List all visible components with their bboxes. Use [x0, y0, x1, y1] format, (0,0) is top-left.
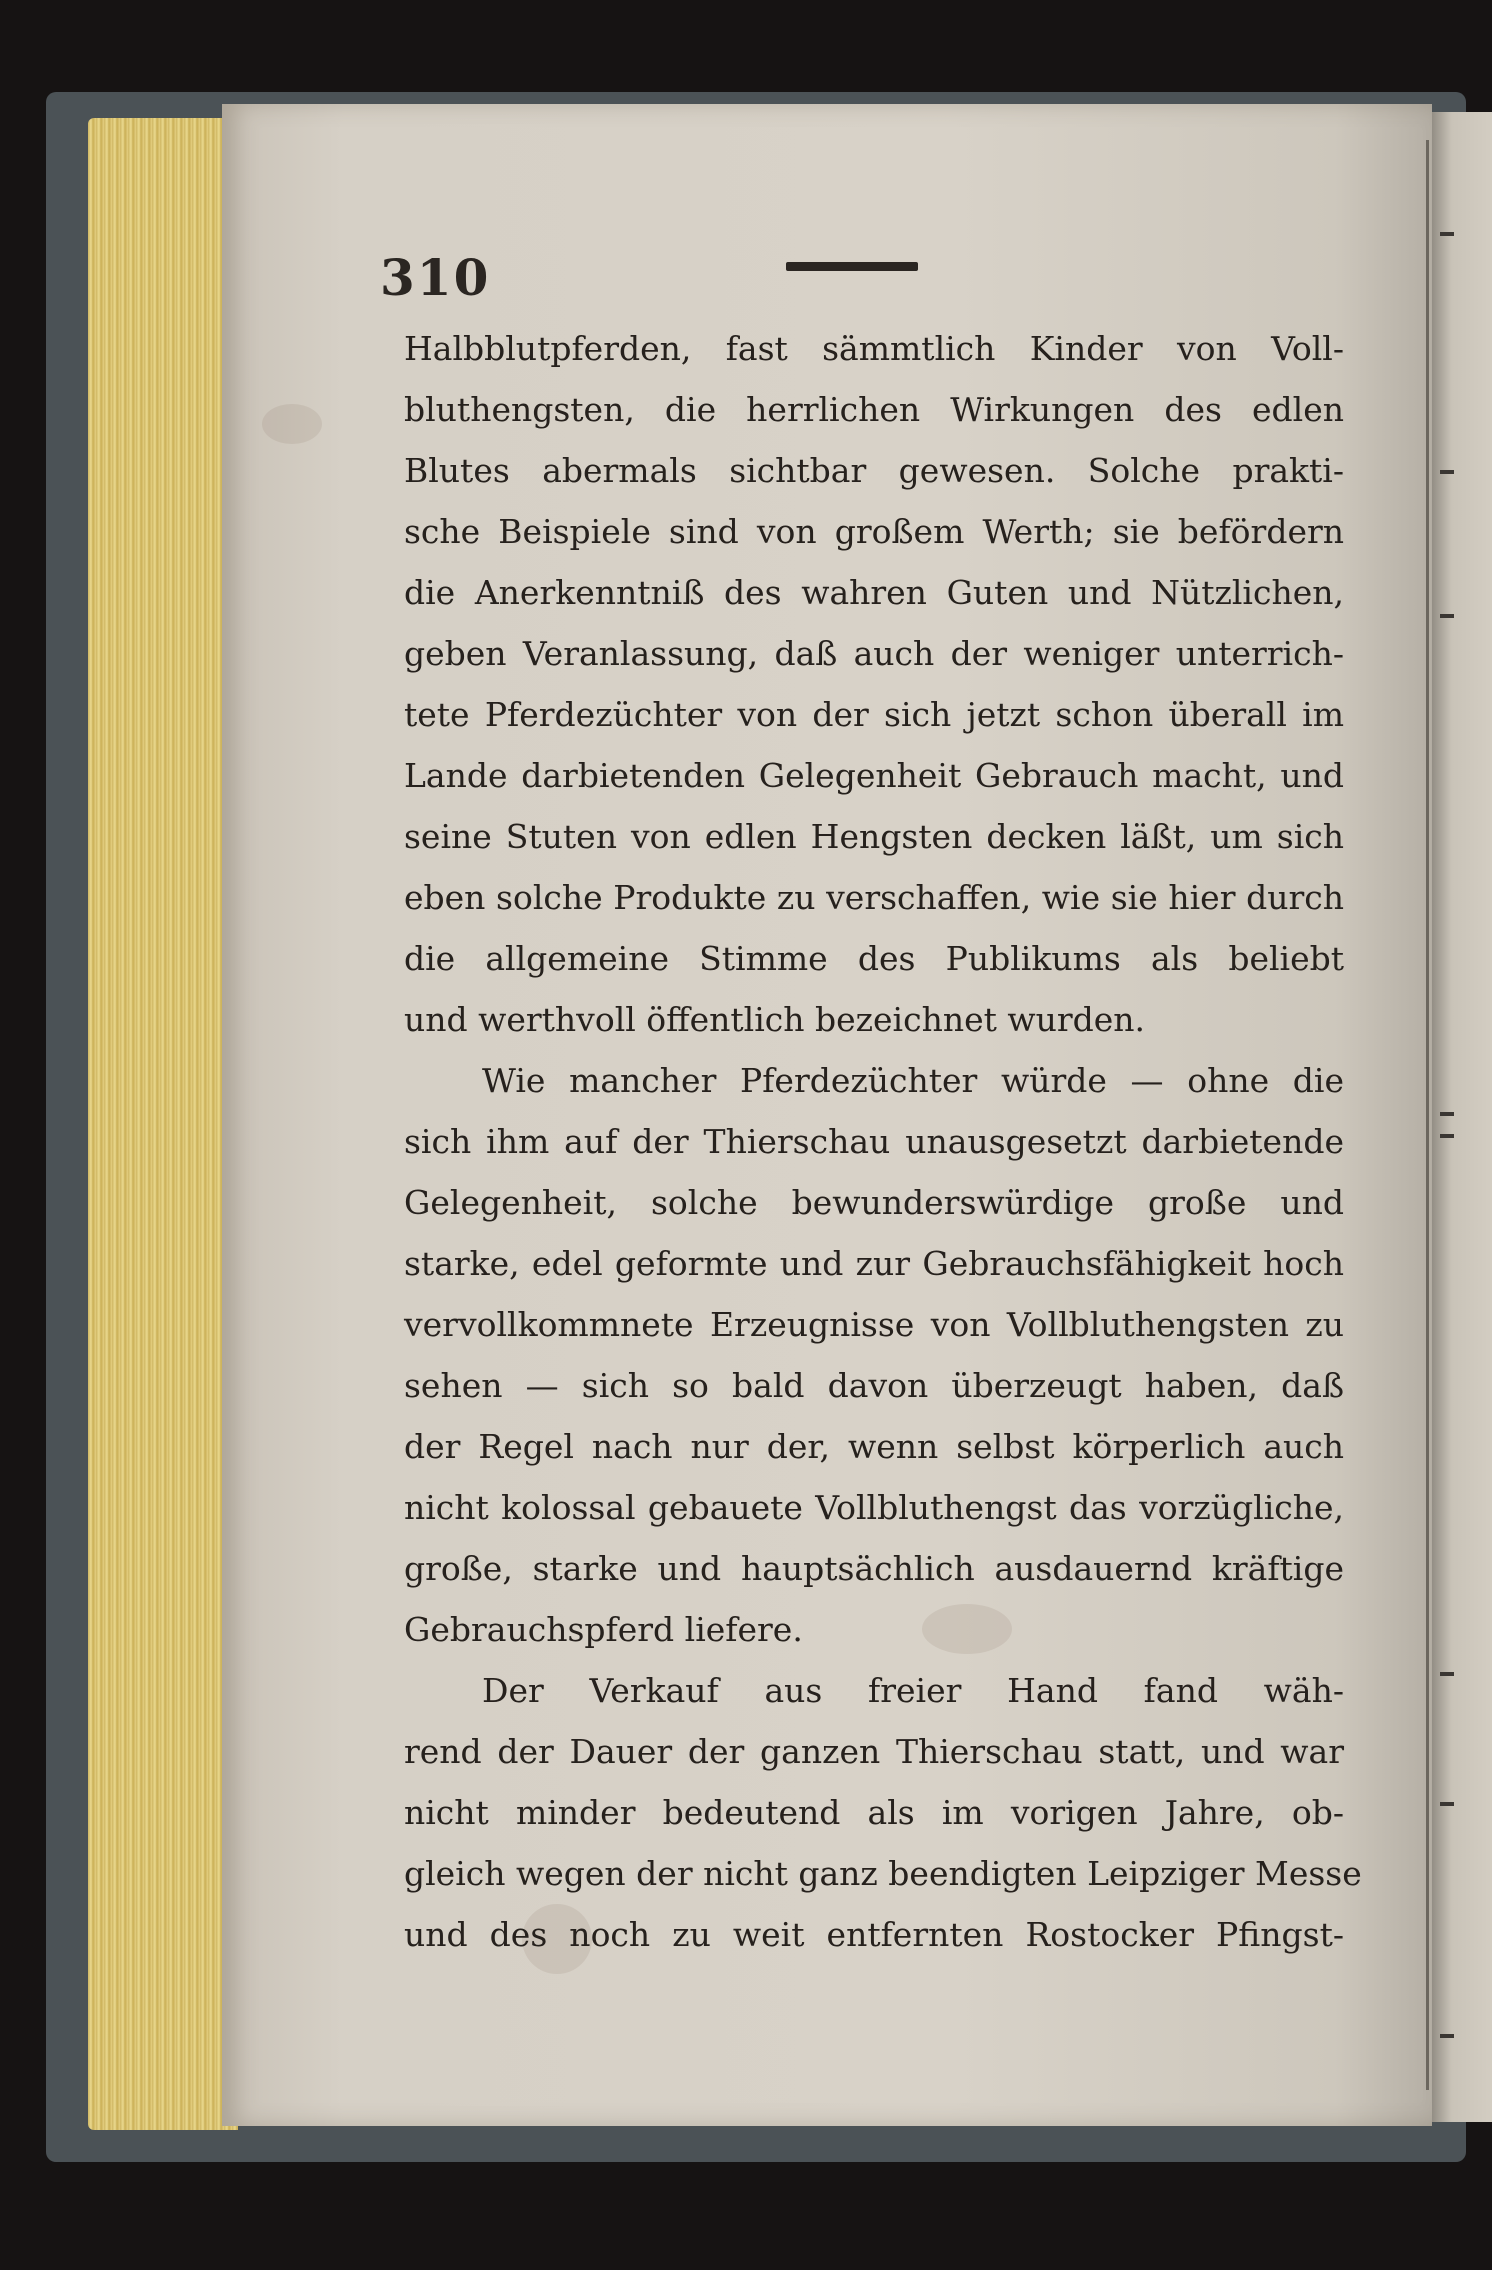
text-line: eben solche Produkte zu verschaffen, wie sie hier durch	[404, 878, 1344, 917]
text-line: tete Pferdezüchter von der sich jetzt schon überall im	[404, 695, 1344, 734]
text-line: geben Veranlassung, daß auch der weniger unterrich-	[404, 634, 1344, 673]
header-rule	[786, 262, 918, 271]
text-line: vervollkommnete Erzeugnisse von Vollbluthengsten zu	[404, 1305, 1344, 1344]
text-line: Halbblutpferden, fast sämmtlich Kinder von Voll-	[404, 329, 1344, 368]
body-text	[404, 318, 1362, 1965]
margin-mark	[1440, 232, 1454, 236]
text-line: und des noch zu weit entfernten Rostocker Pfingst-	[404, 1915, 1344, 1954]
page-edges	[88, 118, 238, 2130]
margin-mark	[1440, 1112, 1454, 1116]
text-line: sehen — sich so bald davon überzeugt haben, daß	[404, 1366, 1344, 1405]
text-line: Der Verkauf aus freier Hand fand wäh-	[482, 1671, 1344, 1710]
text-line: rend der Dauer der ganzen Thierschau statt, und war	[404, 1732, 1344, 1771]
facing-page-edge	[1430, 112, 1492, 2122]
gutter-line	[1426, 140, 1429, 2090]
text-line: gleich wegen der nicht ganz beendigten Leipziger Messe	[404, 1854, 1362, 1893]
text-line: bluthengsten, die herrlichen Wirkungen des edlen	[404, 390, 1344, 429]
text-line: nicht minder bedeutend als im vorigen Jahre, ob-	[404, 1793, 1344, 1832]
margin-mark	[1440, 2034, 1454, 2038]
text-line: Wie mancher Pferdezüchter würde — ohne die	[482, 1061, 1344, 1100]
text-line: Gebrauchspferd liefere.	[404, 1610, 803, 1649]
margin-mark	[1440, 470, 1454, 474]
margin-mark	[1440, 1672, 1454, 1676]
text-line: Gelegenheit, solche bewunderswürdige große und	[404, 1183, 1344, 1222]
text-line: nicht kolossal gebauete Vollbluthengst das vorzügliche,	[404, 1488, 1344, 1527]
text-line: große, starke und hauptsächlich ausdauernd kräftige	[404, 1549, 1344, 1588]
text-line: seine Stuten von edlen Hengsten decken läßt, um sich	[404, 817, 1344, 856]
text-line: und werthvoll öffentlich bezeichnet wurden.	[404, 1000, 1146, 1039]
margin-mark	[1440, 614, 1454, 618]
text-line: der Regel nach nur der, wenn selbst körperlich auch	[404, 1427, 1344, 1466]
margin-mark	[1440, 1802, 1454, 1806]
margin-mark	[1440, 1134, 1454, 1138]
text-line: die allgemeine Stimme des Publikums als beliebt	[404, 939, 1344, 978]
text-line: Lande darbietenden Gelegenheit Gebrauch macht, und	[404, 756, 1344, 795]
text-line: sche Beispiele sind von großem Werth; sie befördern	[404, 512, 1344, 551]
text-line: die Anerkenntniß des wahren Guten und Nützlichen,	[404, 573, 1344, 612]
text-line: sich ihm auf der Thierschau unausgesetzt darbietende	[404, 1122, 1344, 1161]
text-line: Blutes abermals sichtbar gewesen. Solche prakti-	[404, 451, 1344, 490]
page-number: 310	[380, 248, 491, 307]
text-line: starke, edel geformte und zur Gebrauchsfähigkeit hoch	[404, 1244, 1344, 1283]
